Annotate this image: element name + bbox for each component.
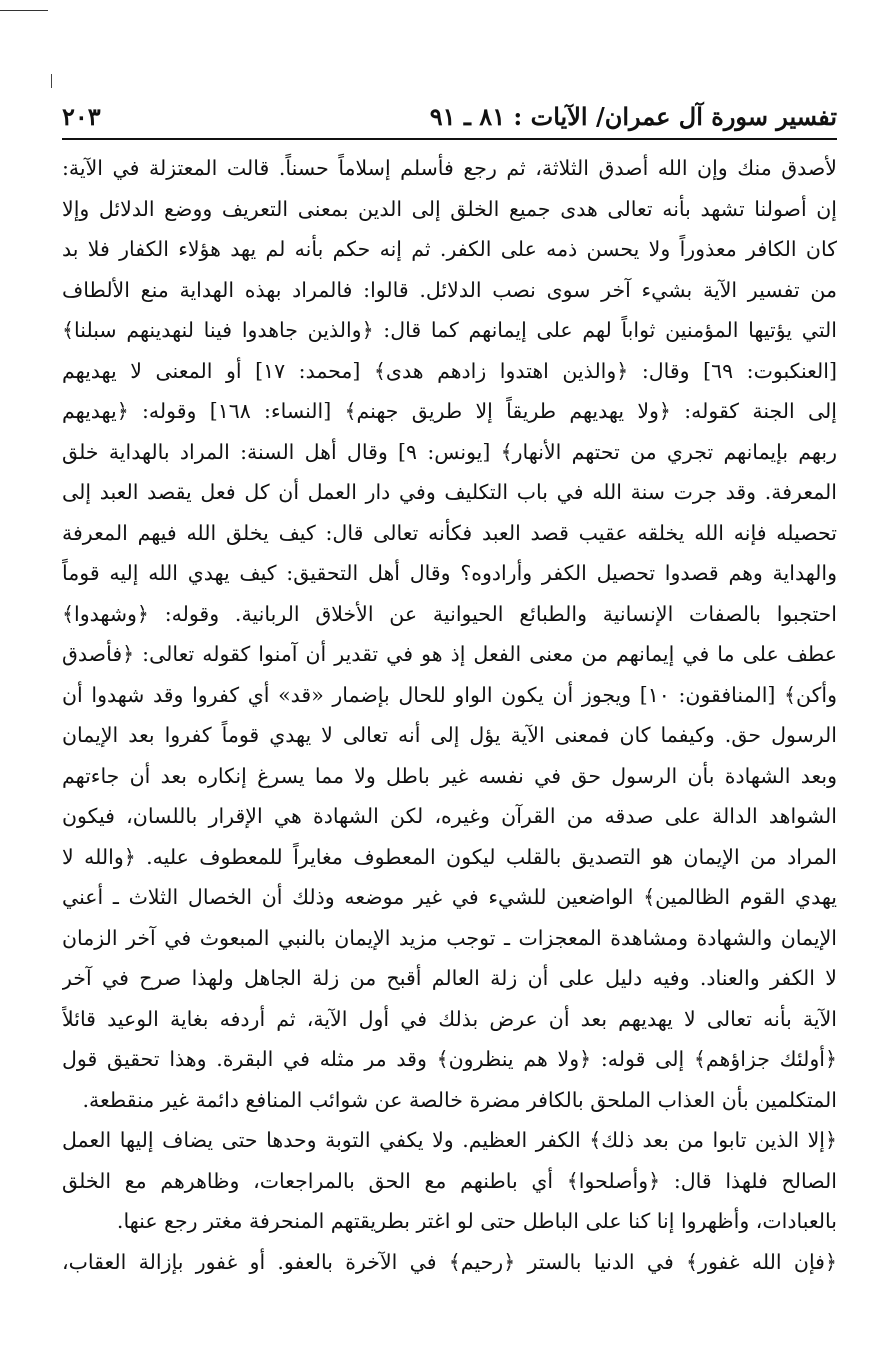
text-line: إن أصولنا تشهد بأنه تعالى هدى جميع الخلق إلى الدين بمعنى التعريف ووضع الدلائل وإلا xyxy=(62,196,837,221)
body-text xyxy=(62,148,837,1282)
text-line: المراد من الإيمان هو التصديق بالقلب ليكون المعطوف مغايراً للمعطوف عليه. ﴿والله لا xyxy=(62,844,837,869)
text-line: يهدي القوم الظالمين﴾ الواضعين للشيء في غير موضعه وذلك أن الخصال الثلاث ـ أعني xyxy=(62,885,837,909)
text-line: ﴿إلا الذين تابوا من بعد ذلك﴾ الكفر العظيم. ولا يكفي التوبة وحدها حتى يضاف إليها العمل xyxy=(62,1128,837,1152)
text-line: التي يؤتيها المؤمنين ثواباً لهم على إيمانهم كما قال: ﴿والذين جاهدوا فينا لنهدينهم سبلنا﴾ xyxy=(62,318,837,342)
text-line: والهداية وهم قصدوا تحصيل الكفر وأرادوه؟ وقال أهل التحقيق: كيف يهدي الله إليه قوماً xyxy=(62,561,837,585)
text-line: لا الكفر والعناد. وفيه دليل على أن زلة العالم أقبح من زلة الجاهل ولهذا صرح في آخر xyxy=(62,966,837,990)
scan-margin-mark xyxy=(51,74,52,88)
running-title: تفسير سورة آل عمران/ الآيات : ٨١ ـ ٩١ xyxy=(429,102,837,131)
scan-edge-mark xyxy=(0,10,48,11)
text-line: الإيمان والشهادة ومشاهدة المعجزات ـ توجب مزيد الإيمان بالنبي المبعوث في آخر الزمان xyxy=(62,925,837,950)
text-line: وبعد الشهادة بأن الرسول حق في نفسه غير باطل ولا مما يسرغ إنكاره بعد أن جاءتهم xyxy=(62,763,837,788)
text-line: بالعبادات، وأظهروا إنا كنا على الباطل حتى لو اغتر بطريقتهم المنحرفة مغتر رجع عنها. xyxy=(116,1209,837,1233)
text-line: كان الكافر معذوراً ولا يحسن ذمه على الكفر. ثم إنه حكم بأنه لم يهد هؤلاء الكفار فلا بد xyxy=(62,237,837,261)
text-line: احتجبوا بالصفات الإنسانية والطبائع الحيوانية عن الأخلاق الربانية. وقوله: ﴿وشهدوا﴾ xyxy=(62,601,837,626)
text-line: ﴿فإن الله غفور﴾ في الدنيا بالستر ﴿رحيم﴾ في الآخرة بالعفو. أو غفور بإزالة العقاب، xyxy=(62,1249,837,1274)
text-line: الآية بأنه تعالى لا يهديهم بعد أن عرض بذلك في أول الآية، ثم أردفه بغاية الوعيد قائلاً xyxy=(62,1006,837,1031)
text-line: الرسول حق. وكيفما كان فمعنى الآية يؤل إلى أنه تعالى لا يهدي قوماً كفروا بعد الإيمان xyxy=(62,723,837,747)
text-line: [العنكبوت: ٦٩] وقال: ﴿والذين اهتدوا زادهم هدى﴾ [محمد: ١٧] أو المعنى لا يهديهم xyxy=(62,358,837,383)
page-number: ٢٠٣ xyxy=(62,102,101,131)
text-line: إلى الجنة كقوله: ﴿ولا يهديهم طريقاً إلا طريق جهنم﴾ [النساء: ١٦٨] وقوله: ﴿يهديهم xyxy=(62,399,837,423)
text-line: المتكلمين بأن العذاب الملحق بالكافر مضرة خالصة عن شوائب المنافع دائمة غير منقطعة. xyxy=(82,1087,837,1112)
page-header xyxy=(62,100,837,140)
text-line: ربهم بإيمانهم تجري من تحتهم الأنهار﴾ [يونس: ٩] وقال أهل السنة: المراد بالهداية خلق xyxy=(62,439,837,464)
text-line: عطف على ما في إيمانهم من معنى الفعل إذ هو في تقدير أن آمنوا كقوله تعالى: ﴿فأصدق xyxy=(62,642,837,666)
text-line: ﴿أولئك جزاؤهم﴾ إلى قوله: ﴿ولا هم ينظرون﴾ وقد مر مثله في البقرة. وهذا تحقيق قول xyxy=(62,1047,837,1071)
text-line: الصالح فلهذا قال: ﴿وأصلحوا﴾ أي باطنهم مع الحق بالمراجعات، وظاهرهم مع الخلق xyxy=(62,1168,837,1193)
text-line: الشواهد الدالة على صدقه من القرآن وغيره، لكن الشهادة هي الإقرار باللسان، فيكون xyxy=(62,804,837,828)
text-line: وأكن﴾ [المنافقون: ١٠] ويجوز أن يكون الواو للحال بإضمار «قد» أي كفروا وقد شهدوا أن xyxy=(62,682,837,707)
text-line: المعرفة. وقد جرت سنة الله في باب التكليف وفي دار العمل أن كل فعل يقصد العبد إلى xyxy=(62,480,837,504)
text-line: من تفسير الآية بشيء آخر سوى نصب الدلائل. قالوا: فالمراد بهذه الهداية منع الألطاف xyxy=(62,277,837,302)
text-line: لأصدق منك وإن الله أصدق الثلاثة، ثم رجع فأسلم إسلاماً حسناً. قالت المعتزلة في الآية: xyxy=(62,156,837,180)
text-line: تحصيله فإنه الله يخلقه عقيب قصد العبد فكأنه تعالى قال: كيف يخلق الله فيهم المعرفة xyxy=(62,520,837,545)
